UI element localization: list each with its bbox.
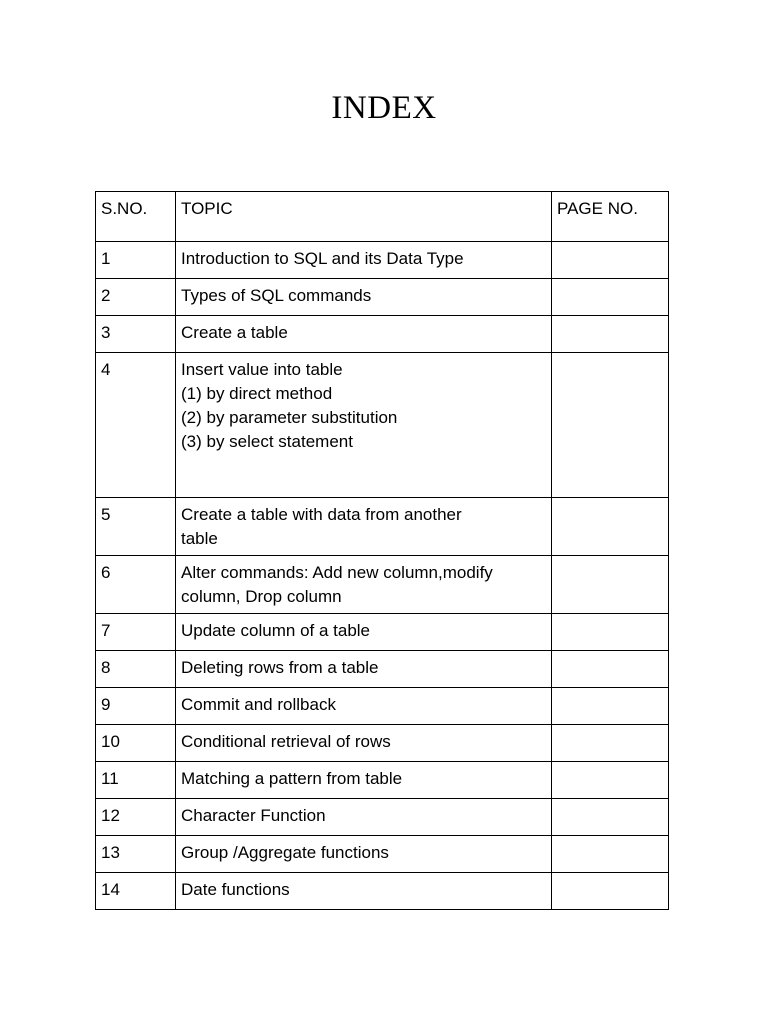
row-sno: 2: [96, 279, 176, 316]
row-page-no: [552, 651, 669, 688]
topic-line: Insert value into table: [181, 360, 343, 379]
table-row: [96, 498, 669, 556]
row-topic: [176, 242, 552, 279]
row-page-no: [552, 316, 669, 353]
row-topic: [176, 353, 552, 498]
row-page-no: [552, 725, 669, 762]
table-row: [96, 836, 669, 873]
index-table: [95, 191, 669, 910]
topic-line: Update column of a table: [181, 621, 371, 640]
header-row: [96, 192, 669, 242]
row-page-no: [552, 762, 669, 799]
row-sno: 11: [96, 762, 176, 799]
row-page-no: [552, 873, 669, 910]
row-topic: [176, 873, 552, 910]
row-page-no: [552, 614, 669, 651]
topic-line: Types of SQL commands: [181, 286, 372, 305]
table-row: [96, 762, 669, 799]
row-page-no: [552, 688, 669, 725]
index-table-body: [96, 242, 669, 910]
row-page-no: [552, 836, 669, 873]
topic-line: (3) by select statement: [181, 432, 353, 451]
topic-line: Conditional retrieval of rows: [181, 732, 391, 751]
topic-line: Matching a pattern from table: [181, 769, 403, 788]
table-row: [96, 651, 669, 688]
table-row: [96, 873, 669, 910]
topic-line: Alter commands: Add new column,modify: [181, 563, 493, 582]
row-sno: 7: [96, 614, 176, 651]
row-page-no: [552, 799, 669, 836]
row-sno: 3: [96, 316, 176, 353]
topic-line: (1) by direct method: [181, 384, 333, 403]
table-row: [96, 556, 669, 614]
row-sno: 8: [96, 651, 176, 688]
topic-line: Create a table with data from another: [181, 505, 462, 524]
topic-line: Deleting rows from a table: [181, 658, 379, 677]
row-sno: 12: [96, 799, 176, 836]
header-page-no: PAGE NO.: [552, 192, 669, 242]
row-sno: 1: [96, 242, 176, 279]
row-sno: 5: [96, 498, 176, 556]
topic-line: Date functions: [181, 880, 290, 899]
header-sno: S.NO.: [96, 192, 176, 242]
table-row: [96, 353, 669, 498]
row-topic: [176, 614, 552, 651]
row-sno: 9: [96, 688, 176, 725]
row-topic: [176, 762, 552, 799]
topic-line: Create a table: [181, 323, 288, 342]
table-row: [96, 614, 669, 651]
page-title: INDEX: [331, 90, 437, 126]
table-row: [96, 242, 669, 279]
topic-line: Introduction to SQL and its Data Type: [181, 249, 464, 268]
row-topic: [176, 316, 552, 353]
header-topic: TOPIC: [176, 192, 552, 242]
row-topic: [176, 799, 552, 836]
topic-line: table: [181, 529, 218, 548]
row-topic: [176, 279, 552, 316]
row-sno: 4: [96, 353, 176, 498]
row-sno: 6: [96, 556, 176, 614]
row-topic: [176, 498, 552, 556]
row-topic: [176, 556, 552, 614]
row-topic: [176, 836, 552, 873]
row-page-no: [552, 498, 669, 556]
topic-line: column, Drop column: [181, 587, 342, 606]
topic-line: Commit and rollback: [181, 695, 336, 714]
table-row: [96, 725, 669, 762]
row-sno: 10: [96, 725, 176, 762]
row-page-no: [552, 353, 669, 498]
row-topic: [176, 725, 552, 762]
row-page-no: [552, 556, 669, 614]
row-topic: [176, 651, 552, 688]
row-sno: 13: [96, 836, 176, 873]
row-sno: 14: [96, 873, 176, 910]
topic-line: (2) by parameter substitution: [181, 408, 398, 427]
row-topic: [176, 688, 552, 725]
table-row: [96, 688, 669, 725]
row-page-no: [552, 279, 669, 316]
table-row: [96, 799, 669, 836]
table-row: [96, 316, 669, 353]
table-row: [96, 279, 669, 316]
row-page-no: [552, 242, 669, 279]
topic-line: Group /Aggregate functions: [181, 843, 389, 862]
topic-line: Character Function: [181, 806, 326, 825]
